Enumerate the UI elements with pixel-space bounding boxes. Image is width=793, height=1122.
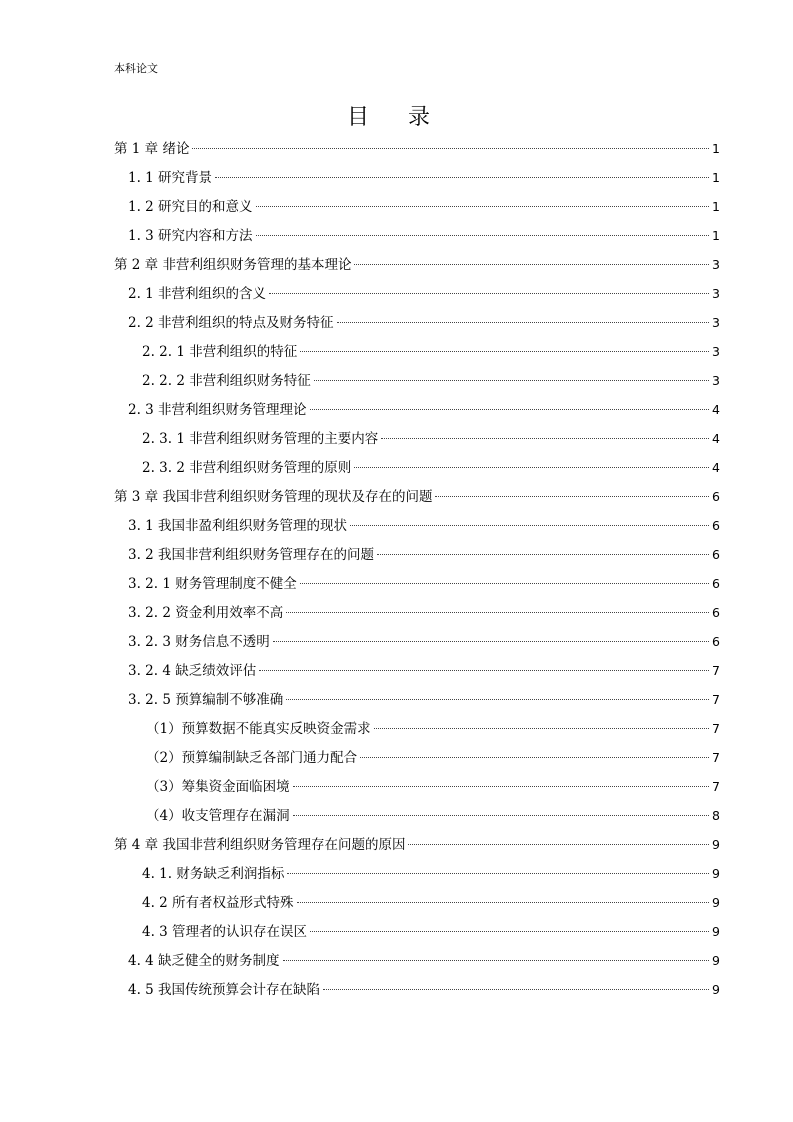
toc-entry[interactable]	[114, 743, 720, 772]
toc-entry-label: 第 3 章 我国非营利组织财务管理的现状及存在的问题	[114, 489, 433, 505]
toc-entry[interactable]	[114, 511, 720, 540]
toc-entry-label: 2. 3. 2 非营利组织财务管理的原则	[142, 460, 352, 476]
toc-entry-label: 2. 3 非营利组织财务管理理论	[128, 402, 307, 418]
dot-leader	[310, 409, 709, 410]
dot-leader	[283, 960, 709, 961]
toc-entry-label: 3. 2. 1 财务管理制度不健全	[128, 576, 297, 592]
toc-entry[interactable]	[114, 250, 720, 279]
toc-entry-page: 6	[712, 547, 720, 562]
toc-entry[interactable]	[114, 830, 720, 859]
toc-entry-label: 2. 1 非营利组织的含义	[128, 286, 267, 302]
toc-entry-page: 1	[712, 199, 720, 214]
toc-entry-page: 1	[712, 170, 720, 185]
toc-entry-page: 3	[712, 286, 720, 301]
dot-leader	[293, 815, 709, 816]
toc-entry-page: 3	[712, 315, 720, 330]
toc-entry-page: 7	[712, 750, 720, 765]
toc-entry[interactable]	[114, 366, 720, 395]
toc-entry-label: 3. 2 我国非营利组织财务管理存在的问题	[128, 547, 375, 563]
toc-entry[interactable]	[114, 772, 720, 801]
toc-entry-page: 3	[712, 344, 720, 359]
dot-leader	[360, 757, 709, 758]
toc-entry-page: 6	[712, 576, 720, 591]
toc-entry-label: 第 2 章 非营利组织财务管理的基本理论	[114, 257, 352, 273]
dot-leader	[323, 989, 709, 990]
dot-leader	[374, 728, 709, 729]
dot-leader	[377, 554, 709, 555]
dot-leader	[435, 496, 709, 497]
toc-entry-page: 6	[712, 489, 720, 504]
dot-leader	[287, 873, 709, 874]
toc-entry-label: 4. 4 缺乏健全的财务制度	[128, 953, 280, 969]
toc-entry-page: 7	[712, 663, 720, 678]
toc-entry[interactable]	[114, 279, 720, 308]
toc-entry-label: 3. 2. 3 财务信息不透明	[128, 634, 270, 650]
dot-leader	[310, 931, 709, 932]
toc-entry-page: 7	[712, 692, 720, 707]
toc-entry-label: 1. 2 研究目的和意义	[128, 199, 253, 215]
toc-entry-label: （1）预算数据不能真实反映资金需求	[146, 721, 371, 737]
toc-entry-label: 4. 3 管理者的认识存在误区	[142, 924, 308, 940]
toc-entry[interactable]	[114, 337, 720, 366]
toc-entry[interactable]	[114, 482, 720, 511]
toc-entry-page: 6	[712, 605, 720, 620]
toc-entry-label: 4. 5 我国传统预算会计存在缺陷	[128, 982, 321, 998]
dot-leader	[297, 902, 709, 903]
toc-entry-label: （4）收支管理存在漏洞	[146, 808, 290, 824]
dot-leader	[256, 206, 709, 207]
dot-leader	[286, 612, 709, 613]
dot-leader	[314, 380, 709, 381]
dot-leader	[354, 264, 709, 265]
toc-entry-label: （3）筹集资金面临困境	[146, 779, 290, 795]
table-of-contents	[114, 134, 720, 1004]
dot-leader	[192, 148, 709, 149]
toc-entry-label: 3. 2. 2 资金利用效率不高	[128, 605, 284, 621]
toc-entry-page: 7	[712, 721, 720, 736]
toc-entry[interactable]	[114, 685, 720, 714]
toc-entry[interactable]	[114, 163, 720, 192]
toc-entry[interactable]	[114, 627, 720, 656]
dot-leader	[381, 438, 709, 439]
dot-leader	[273, 641, 709, 642]
toc-entry-label: 2. 2. 1 非营利组织的特征	[142, 344, 298, 360]
toc-entry-label: 2. 2. 2 非营利组织财务特征	[142, 373, 311, 389]
dot-leader	[293, 786, 709, 787]
toc-entry-page: 6	[712, 634, 720, 649]
toc-entry[interactable]	[114, 569, 720, 598]
dot-leader	[337, 322, 709, 323]
toc-entry-label: 3. 2. 5 预算编制不够准确	[128, 692, 284, 708]
toc-entry-page: 9	[712, 982, 720, 997]
toc-entry[interactable]	[114, 540, 720, 569]
toc-entry[interactable]	[114, 888, 720, 917]
toc-entry-label: 第 1 章 绪论	[114, 141, 190, 157]
toc-entry[interactable]	[114, 424, 720, 453]
dot-leader	[300, 583, 709, 584]
toc-entry-page: 4	[712, 431, 720, 446]
dot-leader	[215, 177, 709, 178]
toc-entry[interactable]	[114, 453, 720, 482]
dot-leader	[350, 525, 709, 526]
toc-entry-page: 1	[712, 141, 720, 156]
toc-entry-page: 8	[712, 808, 720, 823]
toc-entry-label: 2. 2 非营利组织的特点及财务特征	[128, 315, 334, 331]
toc-entry-label: 3. 2. 4 缺乏绩效评估	[128, 663, 257, 679]
toc-entry-page: 6	[712, 518, 720, 533]
dot-leader	[408, 844, 709, 845]
toc-entry-label: （2）预算编制缺乏各部门通力配合	[146, 750, 358, 766]
toc-entry[interactable]	[114, 598, 720, 627]
toc-entry-label: 4. 1. 财务缺乏利润指标	[142, 866, 285, 882]
toc-entry[interactable]	[114, 946, 720, 975]
toc-entry[interactable]	[114, 134, 720, 163]
toc-entry-label: 3. 1 我国非盈利组织财务管理的现状	[128, 518, 348, 534]
toc-entry[interactable]	[114, 975, 720, 1004]
toc-entry[interactable]	[114, 656, 720, 685]
toc-entry-page: 3	[712, 373, 720, 388]
toc-entry-label: 1. 1 研究背景	[128, 170, 213, 186]
toc-entry-page: 4	[712, 402, 720, 417]
toc-entry-page: 1	[712, 228, 720, 243]
toc-entry-page: 9	[712, 895, 720, 910]
toc-entry-page: 3	[712, 257, 720, 272]
page-title: 目 录	[347, 105, 446, 130]
toc-entry[interactable]	[114, 859, 720, 888]
page-header: 本科论文	[114, 62, 158, 75]
toc-entry-label: 4. 2 所有者权益形式特殊	[142, 895, 294, 911]
dot-leader	[256, 235, 709, 236]
dot-leader	[300, 351, 709, 352]
toc-entry-label: 第 4 章 我国非营利组织财务管理存在问题的原因	[114, 837, 406, 853]
toc-entry-page: 9	[712, 837, 720, 852]
toc-entry-page: 9	[712, 924, 720, 939]
toc-entry-page: 4	[712, 460, 720, 475]
toc-entry-page: 9	[712, 953, 720, 968]
dot-leader	[354, 467, 709, 468]
toc-entry[interactable]	[114, 221, 720, 250]
dot-leader	[286, 699, 709, 700]
toc-entry-page: 9	[712, 866, 720, 881]
toc-entry[interactable]	[114, 801, 720, 830]
toc-entry[interactable]	[114, 395, 720, 424]
toc-entry[interactable]	[114, 714, 720, 743]
toc-entry[interactable]	[114, 917, 720, 946]
dot-leader	[259, 670, 709, 671]
toc-entry[interactable]	[114, 192, 720, 221]
toc-entry-label: 2. 3. 1 非营利组织财务管理的主要内容	[142, 431, 379, 447]
toc-entry-label: 1. 3 研究内容和方法	[128, 228, 253, 244]
dot-leader	[269, 293, 709, 294]
toc-entry[interactable]	[114, 308, 720, 337]
toc-entry-page: 7	[712, 779, 720, 794]
